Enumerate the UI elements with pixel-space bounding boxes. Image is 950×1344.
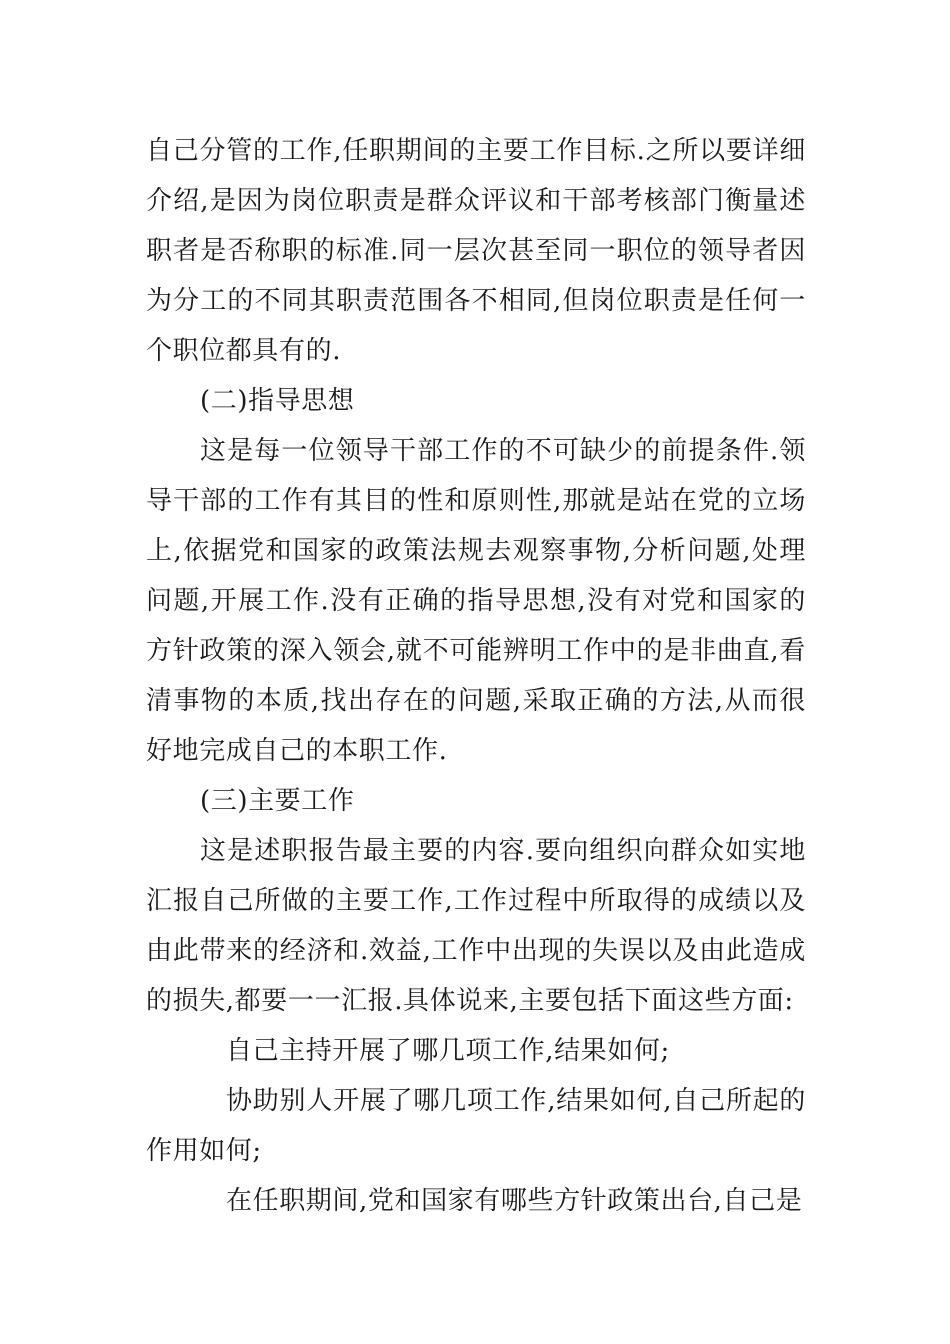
list-item-policies: 在任职期间,党和国家有哪些方针政策出台,自己是: [226, 1186, 803, 1216]
list-item-led-work: 自己主持开展了哪几项工作,结果如何;: [226, 1036, 670, 1066]
paragraph-responsibilities: 自己分管的工作,任职期间的主要工作目标.之所以要详细介绍,是因为岗位职责是群众评议和干部考核部门衡量述职者是否称职的标准.同一层次甚至同一职位的领导者因为分工的不同其职责范围各不相同,但岗位职责是任何一个职位都具有的.: [146, 136, 806, 366]
paragraph-main-work: 这是述职报告最主要的内容.要向组织向群众如实地汇报自己所做的主要工作,工作过程中所取得的成绩以及由此带来的经济和.效益,工作中出现的失误以及由此造成的损失,都要一一汇报.具体说来,主要包括下面这些方面:: [146, 836, 806, 1016]
section-heading-guiding-thought: (二)指导思想: [200, 386, 355, 416]
paragraph-guiding-thought: 这是每一位领导干部工作的不可缺少的前提条件.领导干部的工作有其目的性和原则性,那就是站在党的立场上,依据党和国家的政策法规去观察事物,分析问题,处理问题,开展工作.没有正确的指导思想,没有对党和国家的方针政策的深入领会,就不可能辨明工作中的是非曲直,看清事物的本质,找出存在的问题,采取正确的方法,从而很好地完成自己的本职工作.: [146, 436, 806, 766]
list-item-assisted-work: 协助别人开展了哪几项工作,结果如何,自己所起的作用如何;: [146, 1086, 806, 1166]
section-heading-main-work: (三)主要工作: [200, 786, 355, 816]
document-body: [146, 126, 806, 1226]
